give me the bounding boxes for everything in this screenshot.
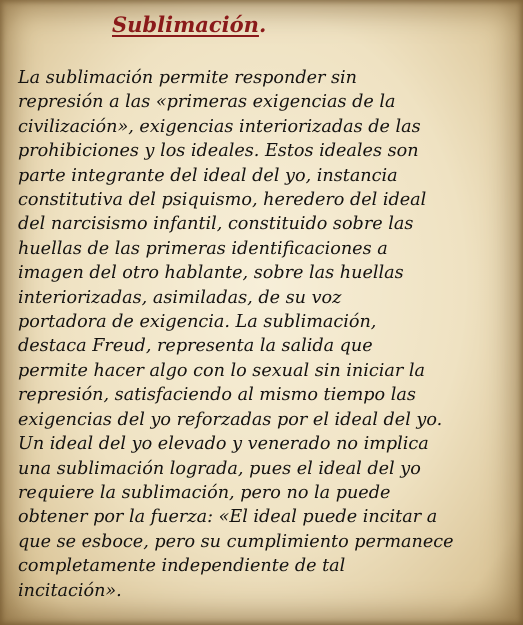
body-line: obtener por la fuerza: «El ideal puede incitar a xyxy=(18,507,438,528)
body-line: del narcisismo infantil, constituido sobre las xyxy=(18,214,414,235)
body-line: civilización», exigencias interiorizadas de las xyxy=(18,116,421,137)
body-line: huellas de las primeras identificaciones a xyxy=(18,238,388,259)
body-line: exigencias del yo reforzadas por el ideal del yo. xyxy=(18,409,443,430)
body-line: incitación». xyxy=(18,580,122,601)
body-paragraph xyxy=(18,66,514,603)
body-line: interiorizadas, asimiladas, de su voz xyxy=(18,287,342,308)
title-punctuation: . xyxy=(258,12,267,37)
title-text: Sublimación xyxy=(112,12,259,37)
body-line: parte integrante del ideal del yo, instancia xyxy=(18,165,398,186)
body-line: prohibiciones y los ideales. Estos ideales son xyxy=(18,141,419,162)
body-line: La sublimación permite responder sin xyxy=(18,68,357,88)
body-line: completamente independiente de tal xyxy=(18,556,346,577)
body-line: represión, satisfaciendo al mismo tiempo las xyxy=(18,385,416,406)
page-title xyxy=(112,12,266,37)
body-line: imagen del otro hablante, sobre las huellas xyxy=(18,263,404,284)
body-line: represión a las «primeras exigencias de la xyxy=(18,92,396,113)
body-line: permite hacer algo con lo sexual sin iniciar la xyxy=(18,360,425,381)
body-line: una sublimación lograda, pues el ideal del yo xyxy=(18,458,421,479)
body-line: portadora de exigencia. La sublimación, xyxy=(18,312,377,333)
body-line: constitutiva del psiquismo, heredero del ideal xyxy=(18,190,427,211)
body-line: destaca Freud, representa la salida que xyxy=(18,336,373,357)
body-line: que se esboce, pero su cumplimiento permanece xyxy=(18,531,454,552)
body-line: requiere la sublimación, pero no la puede xyxy=(18,482,391,503)
body-line: Un ideal del yo elevado y venerado no implica xyxy=(18,434,429,455)
